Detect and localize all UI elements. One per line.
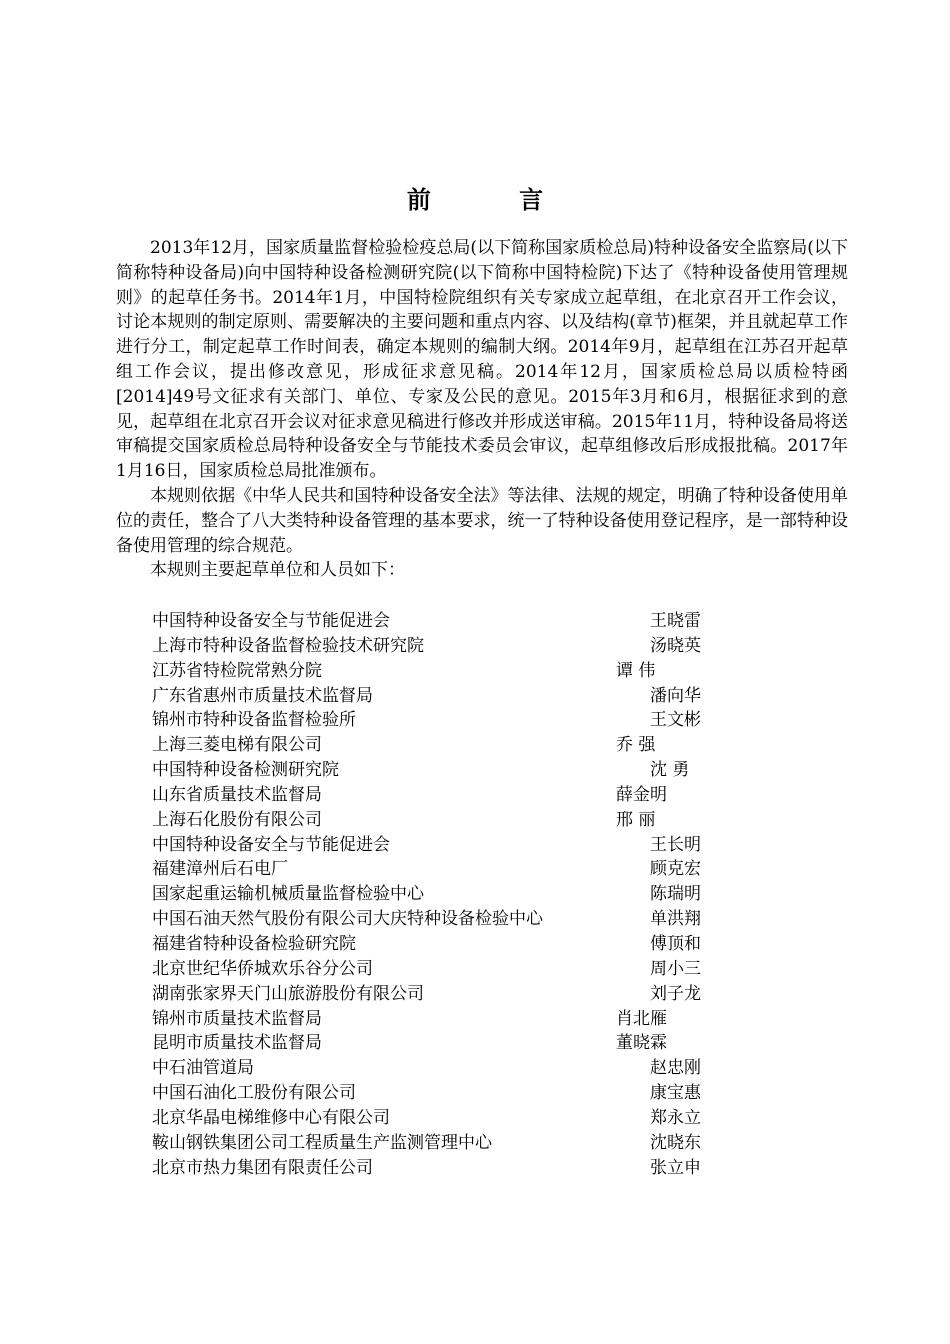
drafter-org: 中国特种设备安全与节能促进会 bbox=[152, 611, 390, 631]
drafter-org: 上海市特种设备监督检验技术研究院 bbox=[152, 635, 424, 656]
drafter-row bbox=[152, 907, 772, 932]
drafter-row bbox=[152, 982, 772, 1007]
paragraph-scope: 本规则依据《中华人民共和国特种设备安全法》等法律、法规的规定，明确了特种设备使用单位的责任，整合了八大类特种设备管理的基本要求，统一了特种设备使用登记程序，是一部特种设备使用管理的综合规范。 bbox=[116, 485, 848, 556]
drafter-row bbox=[152, 708, 772, 733]
drafter-org: 湖南张家界天门山旅游股份有限公司 bbox=[152, 983, 424, 1004]
drafter-org: 国家起重运输机械质量监督检验中心 bbox=[152, 884, 424, 905]
drafter-person: 沈 勇 bbox=[650, 760, 690, 781]
drafter-person: 傅顶和 bbox=[650, 933, 701, 954]
drafter-org: 昆明市质量技术监督局 bbox=[152, 1033, 322, 1054]
drafter-person: 刘子龙 bbox=[650, 983, 701, 1004]
drafter-row bbox=[152, 1007, 772, 1032]
drafter-person: 陈瑞明 bbox=[650, 884, 701, 905]
drafter-person: 赵忠刚 bbox=[650, 1058, 701, 1079]
drafter-person: 王长明 bbox=[650, 834, 701, 855]
page-title: 前 言 bbox=[406, 185, 584, 214]
drafter-org: 北京华晶电梯维修中心有限公司 bbox=[152, 1107, 390, 1128]
drafter-row bbox=[152, 634, 772, 659]
drafter-org: 锦州市质量技术监督局 bbox=[152, 1008, 322, 1029]
drafters-list bbox=[152, 609, 772, 1180]
paragraph-history: 2013年12月，国家质量监督检验检疫总局(以下简称国家质检总局)特种设备安全监察局(以下简称特种设备局)向中国特种设备检测研究院(以下简称中国特检院)下达了《特种设备使用管理规则》的起草任务书。2014年1月，中国特检院组织有关专家成立起草组，在北京召开工作会议，讨论本规则的制定原则、需要解决的主要问题和重点内容、以及结构(章节)框架，并且就起草工作进行分工，制定起草工作时间表，确定本规则的编制大纲。2014年9月，起草组在江苏召开起草组工作会议，提出修改意见，形成征求意见稿。2014年12月，国家质检总局以质检特函[2014]49号文征求有关部门、单位、专家及公民的意见。2015年3月和6月，根据征求到的意见，起草组在北京召开会议对征求意见稿进行修改并形成送审稿。2015年11月，特种设备局将送审稿提交国家质检总局特种设备安全与节能技术委员会审议，起草组修改后形成报批稿。2017年1月16日，国家质检总局批准颁布。 bbox=[116, 238, 848, 482]
drafter-person: 董晓霖 bbox=[616, 1033, 667, 1054]
drafter-person: 沈晓东 bbox=[650, 1132, 701, 1153]
drafter-org: 上海石化股份有限公司 bbox=[152, 809, 322, 830]
preface-body bbox=[116, 236, 848, 583]
drafter-person: 乔 强 bbox=[616, 735, 656, 756]
paragraph-drafters-intro: 本规则主要起草单位和人员如下： bbox=[150, 560, 405, 581]
drafter-org: 北京世纪华侨城欢乐谷分公司 bbox=[152, 958, 373, 979]
drafter-row bbox=[152, 1106, 772, 1131]
drafter-org: 江苏省特检院常熟分院 bbox=[152, 660, 322, 681]
drafter-row bbox=[152, 758, 772, 783]
drafter-row bbox=[152, 684, 772, 709]
drafter-person: 王晓雷 bbox=[650, 611, 701, 631]
drafter-person: 张立申 bbox=[650, 1157, 701, 1178]
drafter-person: 汤晓英 bbox=[650, 635, 701, 656]
drafter-person: 单洪翔 bbox=[650, 909, 701, 930]
drafter-org: 中石油管道局 bbox=[152, 1058, 254, 1079]
drafter-row bbox=[152, 882, 772, 907]
drafter-row bbox=[152, 659, 772, 684]
drafter-row bbox=[152, 783, 772, 808]
drafter-row bbox=[152, 833, 772, 858]
drafter-person: 肖北雁 bbox=[616, 1008, 667, 1029]
drafter-person: 王文彬 bbox=[650, 710, 701, 731]
drafter-row bbox=[152, 609, 772, 634]
drafter-row bbox=[152, 857, 772, 882]
drafter-person: 薛金明 bbox=[616, 784, 667, 805]
drafter-org: 中国石油化工股份有限公司 bbox=[152, 1083, 356, 1104]
drafter-row bbox=[152, 1156, 772, 1181]
drafter-person: 谭 伟 bbox=[616, 660, 656, 681]
drafter-person: 周小三 bbox=[650, 958, 701, 979]
drafter-org: 锦州市特种设备监督检验所 bbox=[152, 710, 356, 731]
drafter-person: 康宝惠 bbox=[650, 1083, 701, 1104]
drafter-org: 鞍山钢铁集团公司工程质量生产监测管理中心 bbox=[152, 1132, 492, 1153]
drafter-row bbox=[152, 932, 772, 957]
drafter-org: 福建省特种设备检验研究院 bbox=[152, 933, 356, 954]
drafter-org: 中国特种设备检测研究院 bbox=[152, 760, 339, 781]
drafter-row bbox=[152, 1131, 772, 1156]
drafter-org: 山东省质量技术监督局 bbox=[152, 784, 322, 805]
drafter-org: 上海三菱电梯有限公司 bbox=[152, 735, 322, 756]
drafter-org: 福建漳州后石电厂 bbox=[152, 859, 288, 880]
drafter-org: 中国石油天然气股份有限公司大庆特种设备检验中心 bbox=[152, 909, 543, 930]
drafter-org: 中国特种设备安全与节能促进会 bbox=[152, 834, 390, 855]
drafter-row bbox=[152, 1081, 772, 1106]
drafter-person: 顾克宏 bbox=[650, 859, 701, 880]
drafter-row bbox=[152, 733, 772, 758]
drafter-org: 广东省惠州市质量技术监督局 bbox=[152, 685, 373, 706]
drafter-person: 潘向华 bbox=[650, 685, 701, 706]
drafter-row bbox=[152, 808, 772, 833]
drafter-row bbox=[152, 1031, 772, 1056]
drafter-person: 邢 丽 bbox=[616, 809, 656, 830]
drafter-row bbox=[152, 1056, 772, 1081]
drafter-row bbox=[152, 957, 772, 982]
drafter-org: 北京市热力集团有限责任公司 bbox=[152, 1157, 373, 1178]
drafter-person: 郑永立 bbox=[650, 1107, 701, 1128]
